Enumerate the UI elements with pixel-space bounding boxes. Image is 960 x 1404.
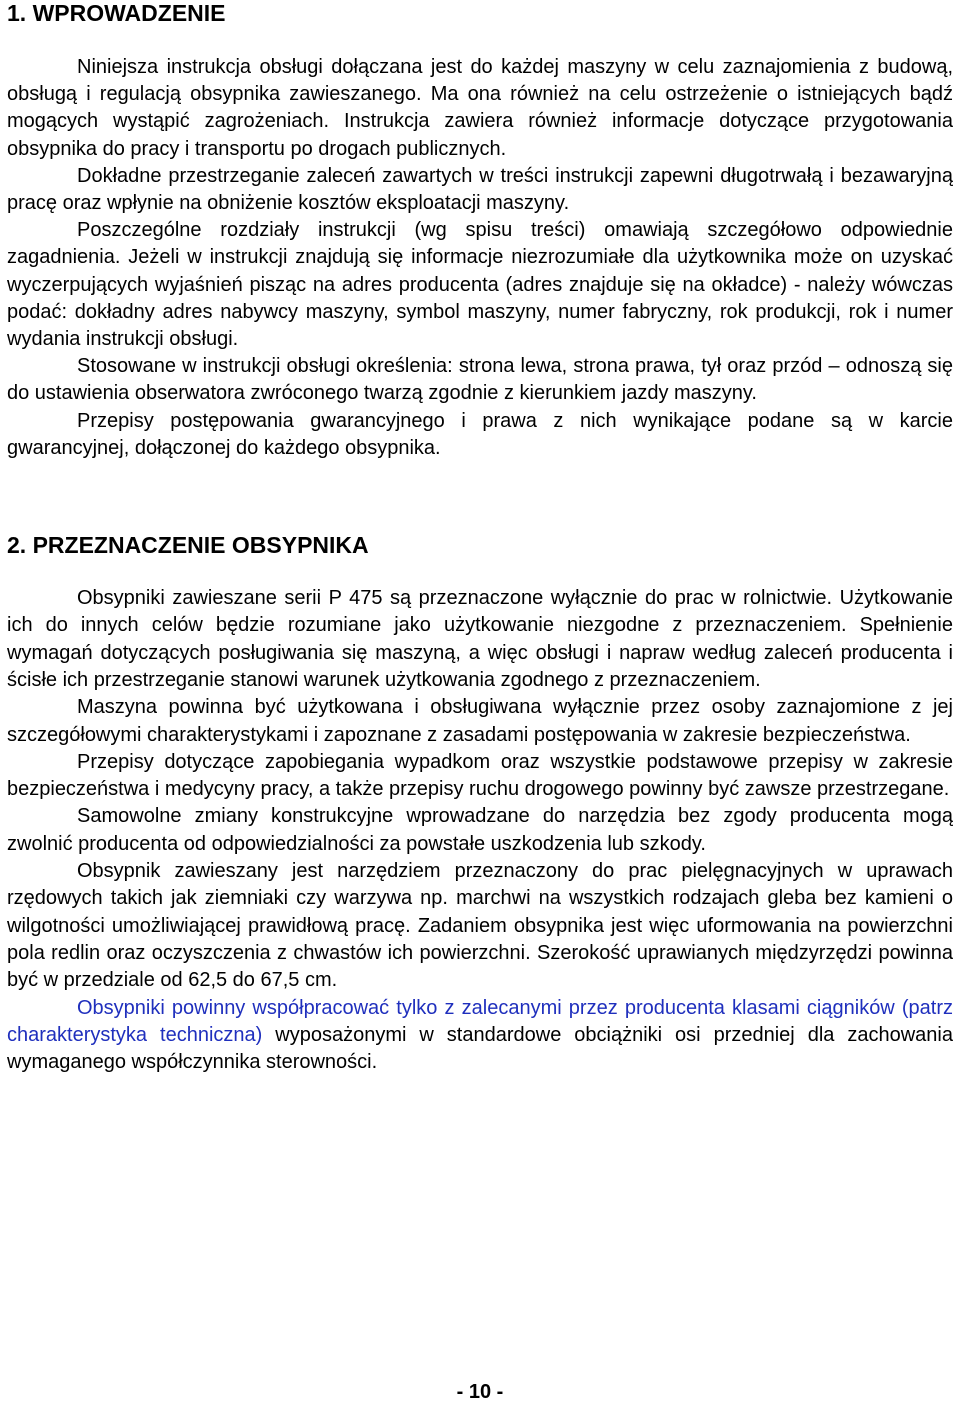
section-1-paragraph-5: Przepisy postępowania gwarancyjnego i prawa z nich wynikające podane są w karcie gwarancyjnej, dołączonej do każdego obsypnika.: [7, 409, 953, 459]
page-number: - 10 -: [456, 1381, 504, 1403]
section-1-heading: 1. WPROWADZENIE: [7, 0, 226, 26]
section-2-paragraph-5: Obsypnik zawieszany jest narzędziem przeznaczony do prac pielęgnacyjnych w uprawach rzędowych takich jak ziemniaki czy warzywa np. marchwi na wszystkich rodzajach gleba bez kamieni o wilgotności umożliwiającej prawidłową pracę. Zadaniem obsypnika jest więc uformowania na powierzchni pola redlin oraz oczyszczenia z chwastów ich powierzchni. Szerokość uprawianych międzyrzędzi powinna być w przedziale od 62,5 do 67,5 cm.: [7, 860, 953, 992]
section-1-paragraph-3: Poszczególne rozdziały instrukcji (wg spisu treści) omawiają szczegółowo odpowiednie zagadnienia. Jeżeli w instrukcji znajdują się informacje niezrozumiałe dla użytkownika może on uzyskać wyczerpujących wyjaśnień pisząc na adres producenta (adres znajduje się na okładce) - należy wówczas podać: dokładny adres nabywcy maszyny, symbol maszyny, numer fabryczny, rok produkcji, rok i numer wydania instrukcji obsługi.: [7, 219, 953, 351]
section-2-paragraph-4: Samowolne zmiany konstrukcyjne wprowadzane do narzędzia bez zgody producenta mogą zwolnić producenta od odpowiedzialności za powstałe uszkodzenia lub szkody.: [7, 805, 953, 855]
section-1-paragraph-2: Dokładne przestrzeganie zaleceń zawartych w treści instrukcji zapewni długotrwałą i bezawaryjną pracę oraz wpłynie na obniżenie kosztów eksploatacji maszyny.: [7, 164, 953, 215]
tractor-compatibility-note: Obsypniki powinny współpracować tylko z zalecanymi przez producenta klasami ciągników (patrz charakterystyka techniczna): [7, 996, 953, 1046]
section-2-paragraph-3: Przepisy dotyczące zapobiegania wypadkom oraz wszystkie podstawowe przepisy w zakresie bezpieczeństwa i medycyny pracy, a także przepisy ruchu drogowego powinny być zawsze przestrzegane.: [7, 750, 953, 801]
section-2-heading: 2. PRZEZNACZENIE OBSYPNIKA: [7, 532, 369, 559]
section-2-paragraph-6: [7, 995, 953, 1077]
section-1-paragraph-4: Stosowane w instrukcji obsługi określenia: strona lewa, strona prawa, tył oraz przód – odnoszą się do ustawienia obserwatora zwróconego twarzą zgodnie z kierunkiem jazdy maszyny.: [7, 355, 953, 405]
section-2-paragraph-1: Obsypniki zawieszane serii P 475 są przeznaczone wyłącznie do prac w rolnictwie. Użytkowanie ich do innych celów będzie rozumiane jako użytkowanie niezgodne z przeznaczeniem. Spełnienie wymagań dotyczących posługiwania się maszyną, a więc obsługi i napraw według zaleceń producenta i ścisłe ich przestrzeganie stanowi warunek użytkowania zgodnego z przeznaczeniem.: [7, 587, 953, 691]
ballast-note: wyposażonymi w standardowe obciążniki osi przedniej dla zachowania wymaganego współczynnika sterowności.: [7, 1023, 953, 1074]
section-2-paragraph-2: Maszyna powinna być użytkowana i obsługiwana wyłącznie przez osoby zaznajomione z jej szczegółowymi charakterystykami i zapoznane z zasadami postępowania w zakresie bezpieczeństwa.: [7, 696, 953, 746]
section-1-paragraph-1: Niniejsza instrukcja obsługi dołączana jest do każdej maszyny w celu zaznajomienia z budową, obsługą i regulacją obsypnika zawieszanego. Ma ona również na celu ostrzeżenie o istniejących bądź mogących wystąpić zagrożeniach. Instrukcja zawiera również informacje dotyczące przygotowania obsypnika do pracy i transportu po drogach publicznych.: [7, 56, 953, 160]
